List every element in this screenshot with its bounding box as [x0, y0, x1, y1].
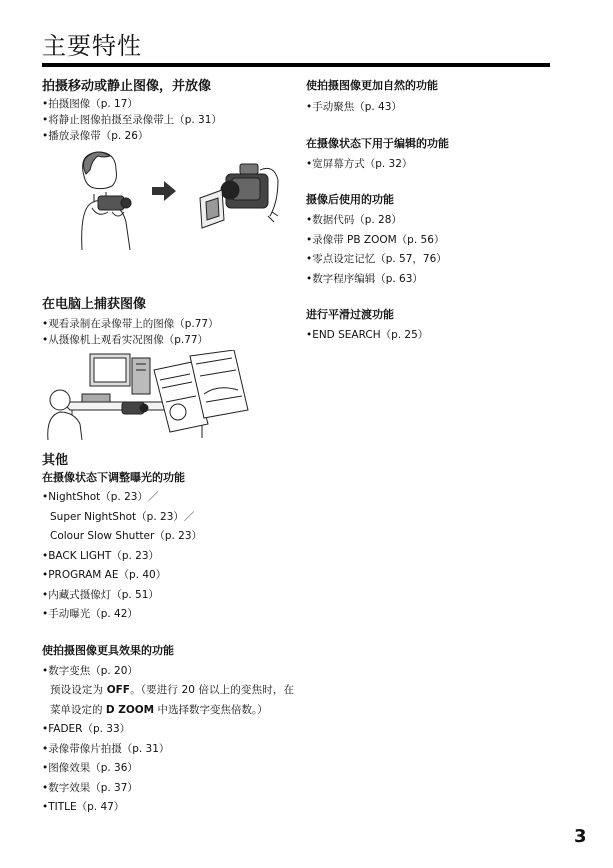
note-dzoom-term: D ZOOM — [105, 703, 155, 716]
list-item: •手动曝光（p. 42） — [42, 608, 138, 620]
note-text: 预设设定为 — [50, 684, 107, 696]
note-text: 中选择数字变焦倍数。） — [154, 703, 268, 716]
camcorder-illustration — [64, 146, 294, 250]
list-item: •数字变焦（p. 20） — [42, 664, 138, 677]
section-heading-natural: 使拍摄图像更加自然的功能 — [306, 79, 438, 92]
computer-capture-illustration — [42, 350, 294, 440]
section-heading-shooting: 拍摄移动或静止图像，并放像 — [42, 79, 212, 94]
subheading-exposure: 在摄像状态下调整曝光的功能 — [42, 471, 185, 484]
list-item: •录像带 PB ZOOM（p. 56） — [306, 233, 445, 246]
list-item: •数字效果（p. 37） — [42, 781, 138, 794]
section-heading-transition: 进行平滑过渡功能 — [306, 308, 394, 321]
section-heading-editing: 在摄像状态下用于编辑的功能 — [306, 136, 449, 150]
page-title: 主要特性 — [42, 32, 142, 60]
list-item: •从摄像机上观看实况图像（p.77） — [42, 334, 209, 346]
list-item: •手动聚焦（p. 43） — [306, 101, 402, 113]
list-item: •FADER（p. 33） — [42, 723, 131, 735]
section-heading-after-shooting: 摄像后使用的功能 — [306, 193, 394, 206]
right-column — [306, 78, 556, 346]
list-item: •播放录像带（p. 26） — [42, 130, 149, 142]
list-item: •NightShot（p. 23）／ — [42, 491, 159, 503]
list-item: •将静止图像拍摄至录像带上（p. 31） — [42, 114, 222, 126]
note-text: 。（要进行 20 倍以上的变焦时，在菜单设定的 — [50, 684, 294, 716]
section-heading-pc-capture: 在电脑上捕获图像 — [42, 297, 147, 312]
subheading-effects: 使拍摄图像更具效果的功能 — [42, 643, 174, 657]
list-item: •零点设定记忆（p. 57，76） — [306, 253, 447, 265]
list-item: •END SEARCH（p. 25） — [306, 329, 429, 341]
page-number: 3 — [574, 826, 587, 847]
section-heading-other: 其他 — [42, 453, 69, 468]
list-item: •内藏式摄像灯（p. 51） — [42, 588, 159, 601]
list-item: •拍摄图像（p. 17） — [42, 98, 138, 110]
list-item: •TITLE（p. 47） — [42, 801, 125, 813]
list-item: •录像带像片拍摄（p. 31） — [42, 742, 170, 755]
list-item: •BACK LIGHT（p. 23） — [42, 549, 160, 562]
zoom-note — [42, 681, 294, 720]
title-rule — [42, 63, 550, 67]
list-item: •宽屏幕方式（p. 32） — [306, 157, 413, 170]
list-item: •数据代码（p. 28） — [306, 214, 402, 226]
list-item-continued: Colour Slow Shutter（p. 23） — [50, 530, 203, 542]
list-item-continued: Super NightShot（p. 23）／ — [50, 510, 195, 523]
list-item: •图像效果（p. 36） — [42, 762, 138, 774]
list-item: •数字程序编辑（p. 63） — [306, 272, 423, 285]
arrow-right-icon — [152, 181, 176, 201]
list-item: •观看录制在录像带上的图像（p.77） — [42, 318, 219, 330]
note-off-term: OFF — [106, 684, 130, 696]
list-item: •PROGRAM AE（p. 40） — [42, 569, 167, 581]
